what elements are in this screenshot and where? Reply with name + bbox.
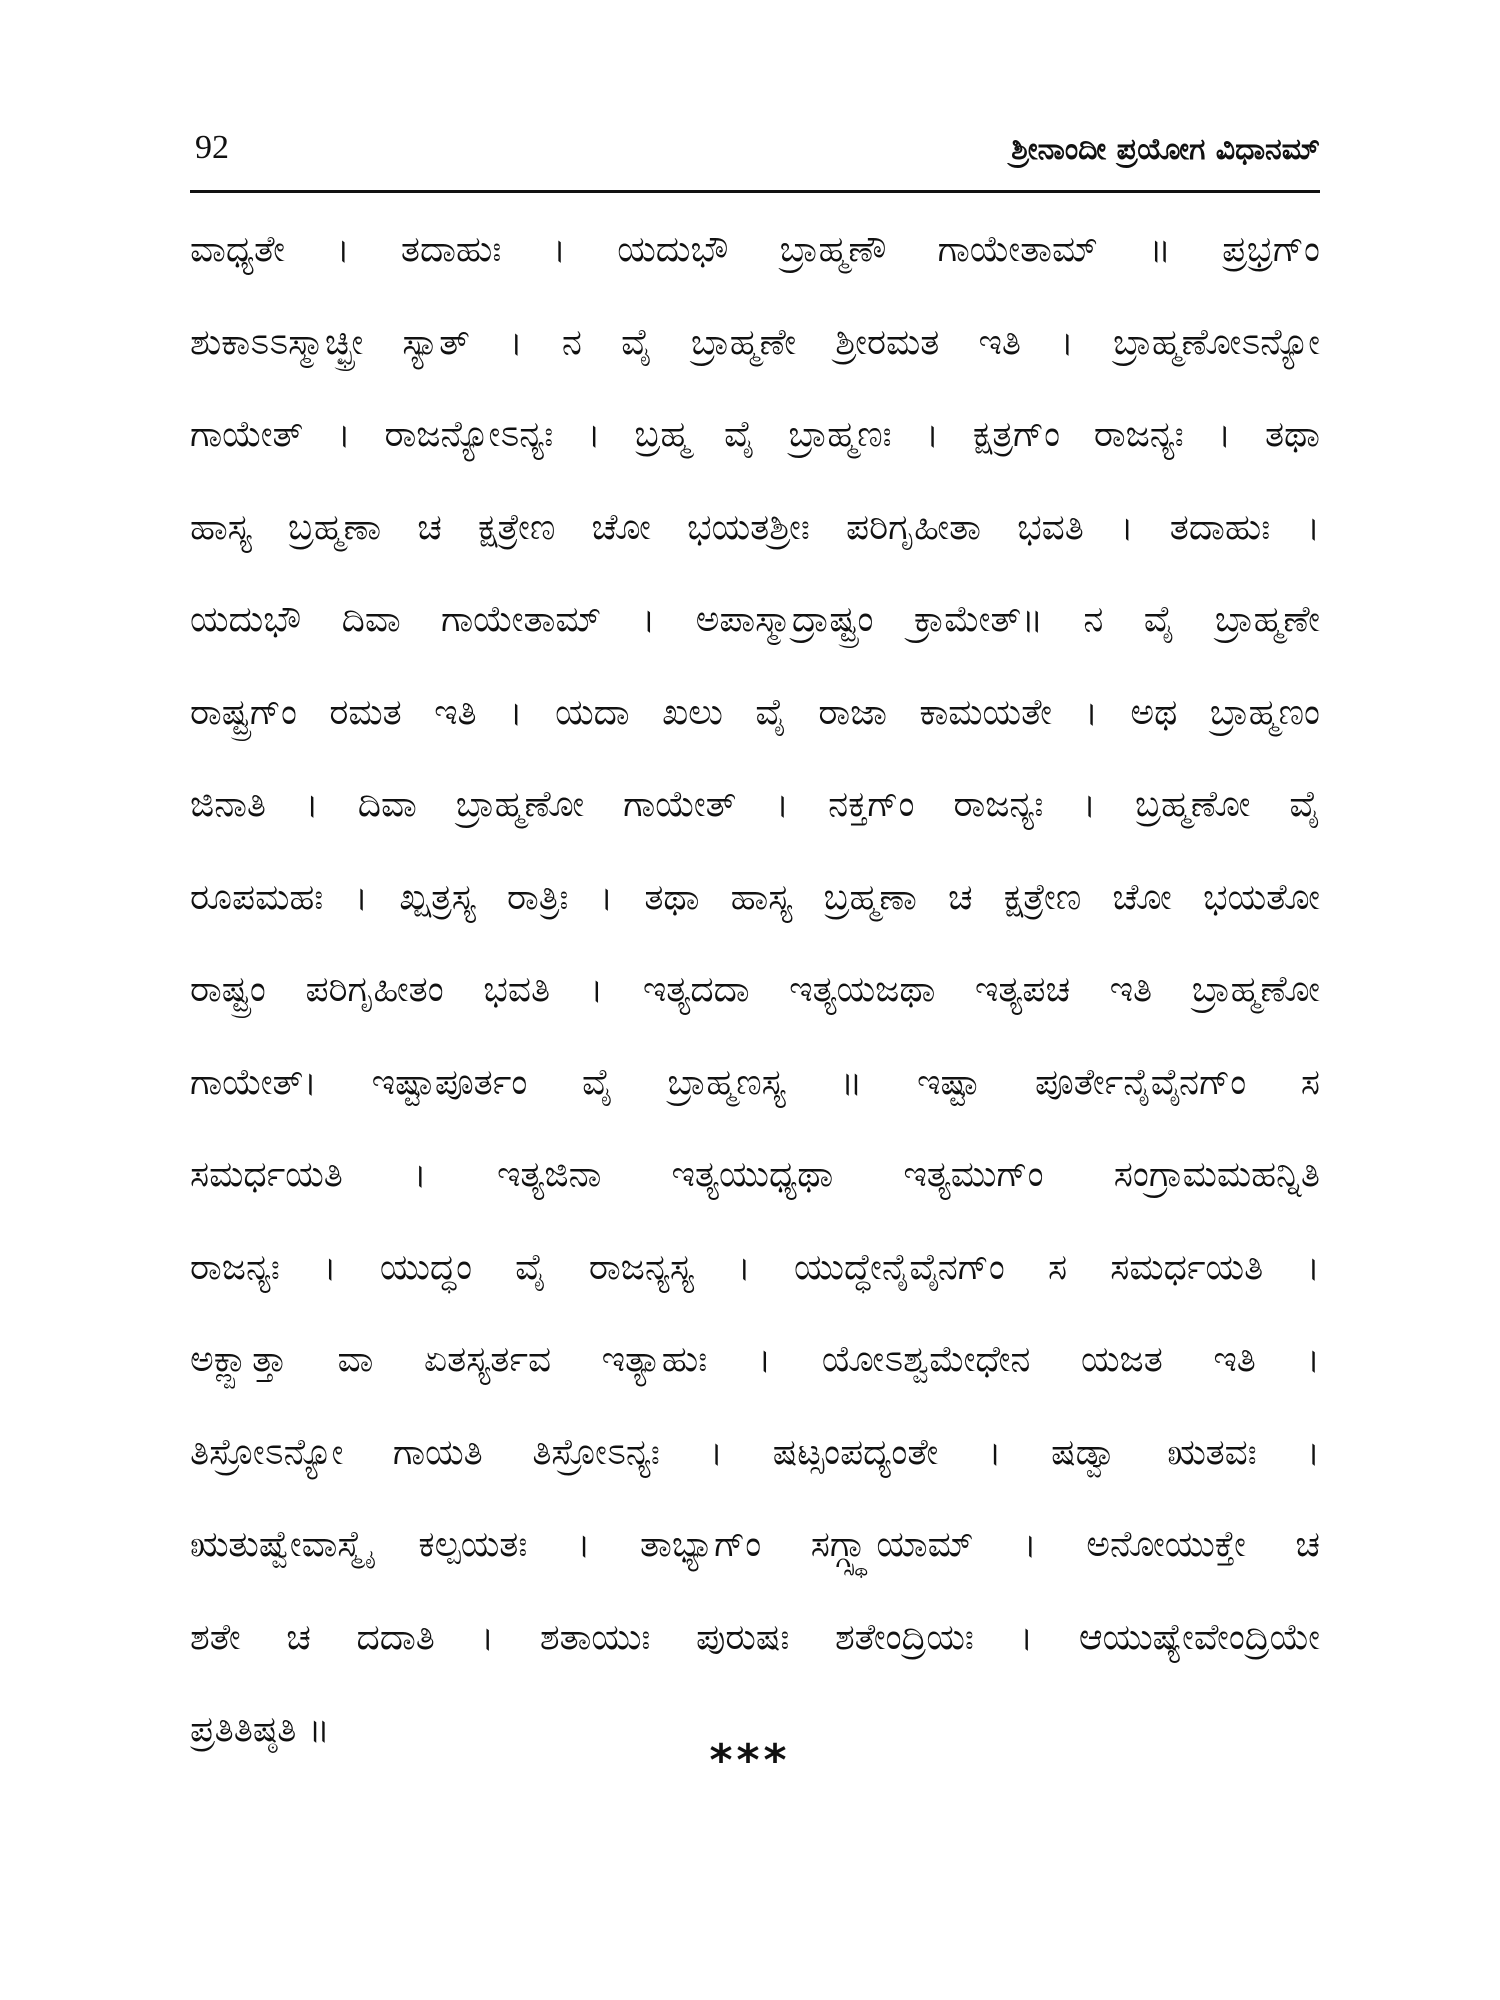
text-line: ರಾಷ್ಟ್ರಗ್ಂ ರಮತ ಇತಿ । ಯದಾ ಖಲು ವೈ ರಾಜಾ ಕಾಮಯತೇ । ಅಥ ಬ್ರಾಹ್ಮಣಂ bbox=[190, 691, 1320, 733]
text-line: ಅಕ್ಲ್ಪಾತ್ತಾ ವಾ ಏತಸ್ಯರ್ತವ ಇತ್ಯಾಹುಃ । ಯೋಽಶ್ವಮೇಧೇನ ಯಜತ ಇತಿ । bbox=[190, 1339, 1320, 1380]
section-end-ornament: *** bbox=[709, 1735, 791, 1786]
text-line: ಶತೇ ಚ ದದಾತಿ । ಶತಾಯುಃ ಪುರುಷಃ ಶತೇಂದ್ರಿಯಃ । ಆಯುಷ್ಯೇವೇಂದ್ರಿಯೇ bbox=[190, 1616, 1320, 1658]
text-line: ಗಾಯೇತ್। ಇಷ್ಟಾಪೂರ್ತಂ ವೈ ಬ್ರಾಹ್ಮಣಸ್ಯ ॥ ಇಷ್ಟಾ ಪೂರ್ತೇನೈವೈನಗ್ಂ ಸ bbox=[190, 1061, 1320, 1103]
text-line: ಜಿನಾತಿ । ದಿವಾ ಬ್ರಾಹ್ಮಣೋ ಗಾಯೇತ್ । ನಕ್ತಗ್ಂ ರಾಜನ್ಯಃ । ಬ್ರಹ್ಮಣೋ ವೈ bbox=[190, 784, 1320, 825]
page-number: 92 bbox=[195, 129, 229, 166]
page-header bbox=[190, 124, 1320, 174]
text-line: ತಿಸ್ರೋಽನ್ಯೋ ಗಾಯತಿ ತಿಸ್ರೋಽನ್ಯಃ । ಷಟ್ಸಂಪದ್ಯಂತೇ । ಷಡ್ವಾ ಋತವಃ । bbox=[190, 1431, 1320, 1473]
text-line: ಹಾಸ್ಯ ಬ್ರಹ್ಮಣಾ ಚ ಕ್ಷತ್ರೇಣ ಚೋ ಭಯತಶ್ರೀಃ ಪರಿಗೃಹೀತಾ ಭವತಿ । ತದಾಹುಃ । bbox=[190, 506, 1320, 548]
text-line: ಪ್ರತಿತಿಷ್ಠತಿ ॥ bbox=[190, 1709, 330, 1750]
text-line: ವಾಧ್ಯತೇ । ತದಾಹುಃ । ಯದುಭೌ ಬ್ರಾಹ್ಮಣೌ ಗಾಯೇತಾಮ್ ॥ ಪ್ರಭ್ರಗ್ಂ bbox=[190, 229, 1320, 270]
text-line: ರಾಷ್ಟ್ರಂ ಪರಿಗೃಹೀತಂ ಭವತಿ । ಇತ್ಯದದಾ ಇತ್ಯಯಜಥಾ ಇತ್ಯಪಚ ಇತಿ ಬ್ರಾಹ್ಮಣೋ bbox=[190, 969, 1320, 1010]
text-line: ಸಮರ್ಧಯತಿ । ಇತ್ಯಜಿನಾ ಇತ್ಯಯುಧ್ಯಥಾ ಇತ್ಯಮುಗ್ಂ ಸಂಗ್ರಾಮಮಹನ್ನಿತಿ bbox=[190, 1154, 1320, 1195]
running-title: ಶ್ರೀನಾಂದೀ ಪ್ರಯೋಗ ವಿಧಾನಮ್ bbox=[1011, 132, 1320, 167]
text-line: ಯದುಭೌ ದಿವಾ ಗಾಯೇತಾಮ್ । ಅಪಾಸ್ಮಾದ್ರಾಷ್ಟ್ರಂ ಕ್ರಾಮೇತ್॥ ನ ವೈ ಬ್ರಾಹ್ಮಣೇ bbox=[190, 599, 1320, 640]
header-rule bbox=[190, 190, 1320, 193]
body-text bbox=[190, 212, 1320, 1785]
text-line: ರೂಪಮಹಃ । ಖ್ಷತ್ರಸ್ಯ ರಾತ್ರಿಃ । ತಥಾ ಹಾಸ್ಯ ಬ್ರಹ್ಮಣಾ ಚ ಕ್ಷತ್ರೇಣ ಚೋ ಭಯತೋ bbox=[190, 876, 1320, 918]
text-line: ಶುಕಾಽಽಸ್ಮಾಚ್ಛ್ರೀ ಸ್ಯಾತ್ । ನ ವೈ ಬ್ರಾಹ್ಮಣೇ ಶ್ರೀರಮತ ಇತಿ । ಬ್ರಾಹ್ಮಣೋಽನ್ಯೋ bbox=[190, 321, 1320, 363]
text-line: ರಾಜನ್ಯಃ । ಯುದ್ಧಂ ವೈ ರಾಜನ್ಯಸ್ಯ । ಯುದ್ಧೇನೈವೈನಗ್ಂ ಸ ಸಮರ್ಧಯತಿ । bbox=[190, 1246, 1320, 1288]
text-line: ಗಾಯೇತ್ । ರಾಜನ್ಯೋಽನ್ಯಃ । ಬ್ರಹ್ಮ ವೈ ಬ್ರಾಹ್ಮಣಃ । ಕ್ಷತ್ರಗ್ಂ ರಾಜನ್ಯಃ । ತಥಾ bbox=[190, 414, 1320, 455]
text-line: ಋತುಷ್ವೇವಾಸ್ಮೈ ಕಲ್ಪಯತಃ । ತಾಭ್ಯಾಗ್ಂ ಸಗ್ಗ್ಸ್ಥಾಯಾಮ್ । ಅನೋಯುಕ್ತೇ ಚ bbox=[190, 1524, 1320, 1565]
